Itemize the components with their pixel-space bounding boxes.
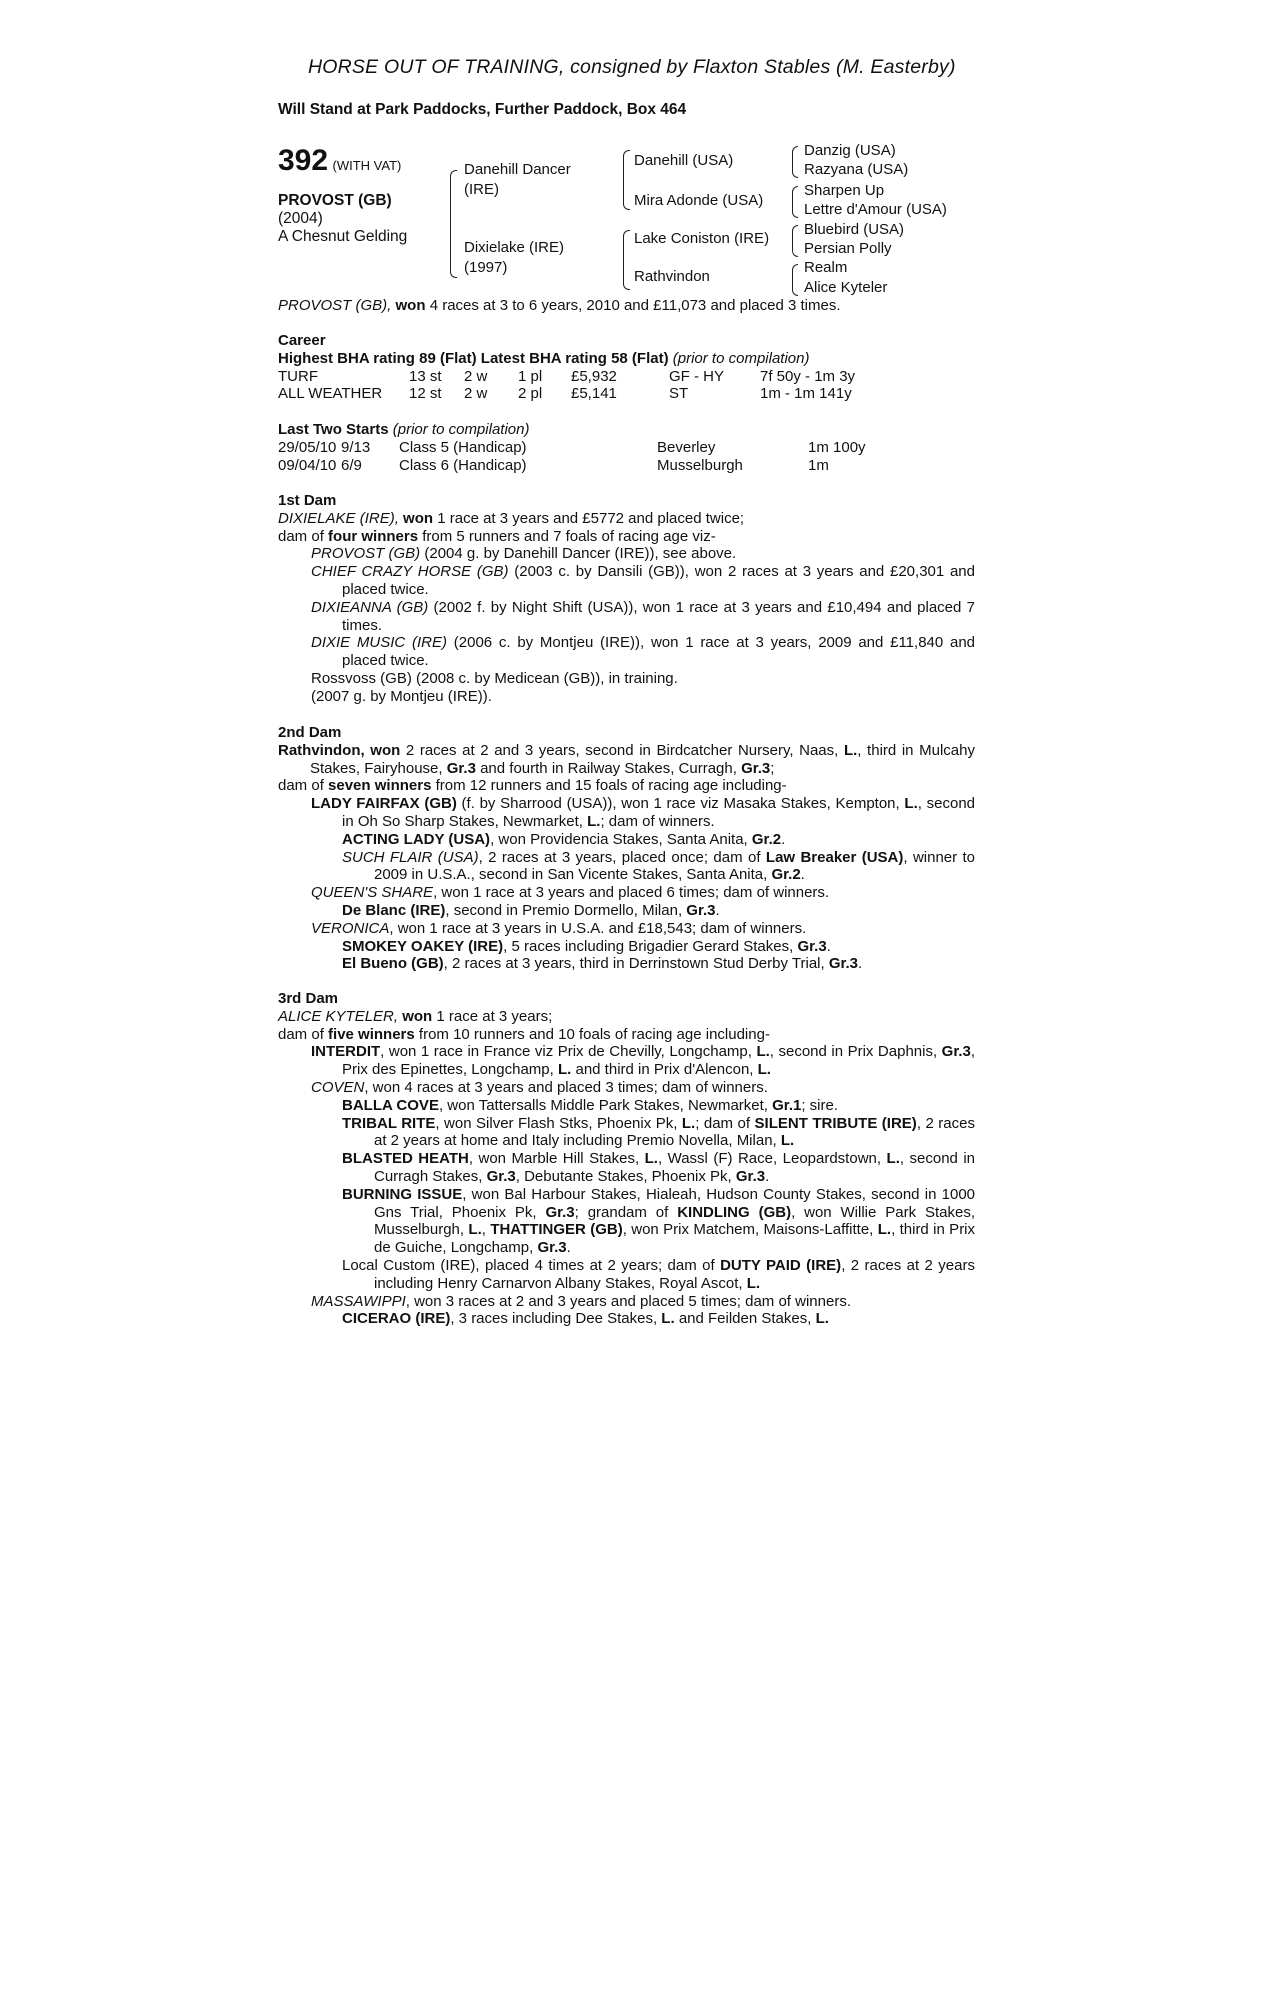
horse-description: A Chesnut Gelding — [278, 228, 408, 245]
pedigree-dam: Dixielake (IRE) — [464, 239, 565, 256]
pedigree-sds: Sharpen Up — [804, 182, 885, 199]
horse-identity — [278, 192, 407, 246]
dam-record: ALICE KYTELER, won 1 race at 3 years; — [278, 1007, 553, 1025]
horse-name: PROVOST (GB) — [278, 192, 392, 209]
career-section — [278, 332, 978, 403]
pedigree-sire-sire: Danehill (USA) — [634, 152, 734, 169]
pedigree-brace — [792, 186, 798, 218]
produce-entry: QUEEN'S SHARE, won 1 race at 3 years and placed 6 times; dam of winners. — [311, 884, 830, 902]
dam-produce-summary: dam of seven winners from 12 runners and 15 foals of racing age including- — [278, 777, 787, 795]
bha-rating: Highest BHA rating 89 (Flat) Latest BHA rating 58 (Flat) (prior to compilation) — [278, 349, 810, 367]
pedigree-brace — [792, 225, 798, 257]
career-row: TURF 13 st 2 w 1 pl £5,932 GF - HY 7f 50y - 1m 3y — [278, 367, 856, 385]
pedigree-ddd: Alice Kyteler — [804, 279, 888, 296]
pedigree-dam-year: (1997) — [464, 259, 508, 276]
dam-produce-summary: dam of four winners from 5 runners and 7 foals of racing age viz- — [278, 527, 716, 545]
produce-entry: CICERAO (IRE), 3 races including Dee Stakes, L. and Feilden Stakes, L. — [342, 1310, 829, 1328]
pedigree-sire-country: (IRE) — [464, 181, 499, 198]
vat-note: (WITH VAT) — [332, 158, 402, 173]
dam-record: DIXIELAKE (IRE), won 1 race at 3 years and £5772 and placed twice; — [278, 509, 745, 527]
produce-entry: SUCH FLAIR (USA), 2 races at 3 years, placed once; dam of Law Breaker (USA), winner to 2009 in U.S.A., second in San Vicente Stakes, Santa Anita, Gr.2. — [342, 848, 976, 884]
produce-entry: LADY FAIRFAX (GB) (f. by Sharrood (USA)), won 1 race viz Masaka Stakes, Kempton, L., second in Oh So Sharp Stakes, Newmarket, L.; dam of winners. — [311, 795, 976, 830]
summary-horse-name: PROVOST (GB), — [278, 297, 392, 314]
pedigree-sss: Danzig (USA) — [804, 142, 896, 159]
dam-produce-summary: dam of five winners from 10 runners and 10 foals of racing age including- — [278, 1025, 770, 1043]
produce-entry: CHIEF CRAZY HORSE (GB) (2003 c. by Dansili (GB)), won 2 races at 3 years and £20,301 and placed twice. — [311, 563, 975, 598]
section-title: 1st Dam — [278, 492, 337, 509]
first-dam-section — [278, 492, 975, 706]
pedigree-brace — [450, 170, 457, 278]
start-row: 29/05/10 9/13 Class 5 (Handicap) Beverley 1m 100y — [278, 438, 866, 456]
produce-entry: (2007 g. by Montjeu (IRE)). — [311, 687, 492, 705]
produce-entry: TRIBAL RITE, won Silver Flash Stks, Phoenix Pk, L.; dam of SILENT TRIBUTE (IRE), 2 races at 2 years at home and Italy including Premio Novella, Milan, L. — [342, 1114, 975, 1150]
produce-entry: ACTING LADY (USA), won Providencia Stakes, Santa Anita, Gr.2. — [342, 830, 786, 848]
produce-entry: El Bueno (GB), 2 races at 3 years, third in Derrinstown Stud Derby Trial, Gr.3. — [342, 955, 863, 973]
pedigree-dam-sire: Lake Coniston (IRE) — [634, 230, 770, 247]
produce-entry: PROVOST (GB) (2004 g. by Danehill Dancer (IRE)), see above. — [311, 545, 737, 563]
stand-location: Will Stand at Park Paddocks, Further Paddock, Box 464 — [278, 101, 687, 118]
pedigree-dds: Realm — [804, 259, 848, 276]
pedigree-sire: Danehill Dancer — [464, 161, 571, 178]
produce-entry: De Blanc (IRE), second in Premio Dormello, Milan, Gr.3. — [342, 901, 720, 919]
produce-entry: MASSAWIPPI, won 3 races at 2 and 3 years and placed 5 times; dam of winners. — [311, 1292, 851, 1310]
produce-entry: Rossvoss (GB) (2008 c. by Medicean (GB)), in training. — [311, 669, 678, 687]
pedigree-dss: Bluebird (USA) — [804, 221, 905, 238]
produce-entry: SMOKEY OAKEY (IRE), 5 races including Brigadier Gerard Stakes, Gr.3. — [342, 937, 831, 955]
produce-entry: BALLA COVE, won Tattersalls Middle Park Stakes, Newmarket, Gr.1; sire. — [342, 1096, 839, 1114]
dam-record: Rathvindon, won 2 races at 2 and 3 years, second in Birdcatcher Nursery, Naas, L., third in Mulcahy Stakes, Fairyhouse, Gr.3 and fourth in Railway Stakes, Curragh, Gr.3; — [278, 741, 975, 777]
lot-number: 392 — [278, 144, 329, 177]
pedigree-brace — [623, 230, 630, 290]
race-summary: PROVOST (GB), won 4 races at 3 to 6 years, 2010 and £11,073 and placed 3 times. — [278, 297, 841, 314]
section-title: 2nd Dam — [278, 724, 342, 741]
pedigree-sire-dam: Mira Adonde (USA) — [634, 192, 764, 209]
pedigree-ssd: Razyana (USA) — [804, 161, 909, 178]
produce-entry: DIXIE MUSIC (IRE) (2006 c. by Montjeu (IRE)), won 1 race at 3 years, 2009 and £11,840 and placed twice. — [311, 634, 976, 670]
pedigree-sdd: Lettre d'Amour (USA) — [804, 201, 947, 218]
start-row: 09/04/10 6/9 Class 6 (Handicap) Musselburgh 1m — [278, 456, 829, 474]
pedigree-brace — [792, 264, 798, 296]
produce-entry: Local Custom (IRE), placed 4 times at 2 years; dam of DUTY PAID (IRE), 2 races at 2 years including Henry Carnarvon Albany Stakes, Royal Ascot, L. — [342, 1256, 975, 1292]
third-dam-section — [278, 990, 975, 1328]
section-title: Last Two Starts (prior to compilation) — [278, 421, 530, 438]
pedigree-brace — [623, 150, 630, 210]
lot-number-block — [278, 144, 401, 178]
section-title: 3rd Dam — [278, 990, 339, 1007]
second-dam-section — [278, 724, 975, 973]
produce-entry: INTERDIT, won 1 race in France viz Prix de Chevilly, Longchamp, L., second in Prix Daphnis, Gr.3, Prix des Epinettes, Longchamp, L. and third in Prix d'Alencon, L. — [311, 1043, 976, 1079]
produce-entry: DIXIEANNA (GB) (2002 f. by Night Shift (USA)), won 1 race at 3 years and £10,494 and placed 7 times. — [311, 598, 975, 634]
produce-entry: BLASTED HEATH, won Marble Hill Stakes, L., Wassl (F) Race, Leopardstown, L., second in Curragh Stakes, Gr.3, Debutante Stakes, Phoenix Pk, Gr.3. — [342, 1150, 976, 1185]
produce-entry: BURNING ISSUE, won Bal Harbour Stakes, Hialeah, Hudson County Stakes, second in 1000 Gns Trial, Phoenix Pk, Gr.3; grandam of KINDLING (GB), won Willie Park Stakes, Musselburgh, L., THATTINGER (GB), won Prix Matchem, Maisons-Laffitte, L., third in Prix de Guiche, Longchamp, Gr.3. — [342, 1185, 976, 1257]
pedigree-brace — [792, 146, 798, 178]
pedigree-dsd: Persian Polly — [804, 240, 892, 257]
section-title: Career — [278, 332, 326, 349]
career-row: ALL WEATHER 12 st 2 w 2 pl £5,141 ST 1m - 1m 141y — [278, 385, 852, 403]
page-header-title: HORSE OUT OF TRAINING, consigned by Flaxton Stables (M. Easterby) — [308, 56, 956, 78]
last-two-starts-section — [278, 421, 978, 474]
produce-entry: VERONICA, won 1 race at 3 years in U.S.A. and £18,543; dam of winners. — [311, 919, 807, 937]
pedigree-dam-dam: Rathvindon — [634, 268, 710, 285]
produce-entry: COVEN, won 4 races at 3 years and placed 3 times; dam of winners. — [311, 1078, 768, 1096]
horse-year: (2004) — [278, 210, 323, 227]
catalogue-page — [278, 0, 978, 2000]
